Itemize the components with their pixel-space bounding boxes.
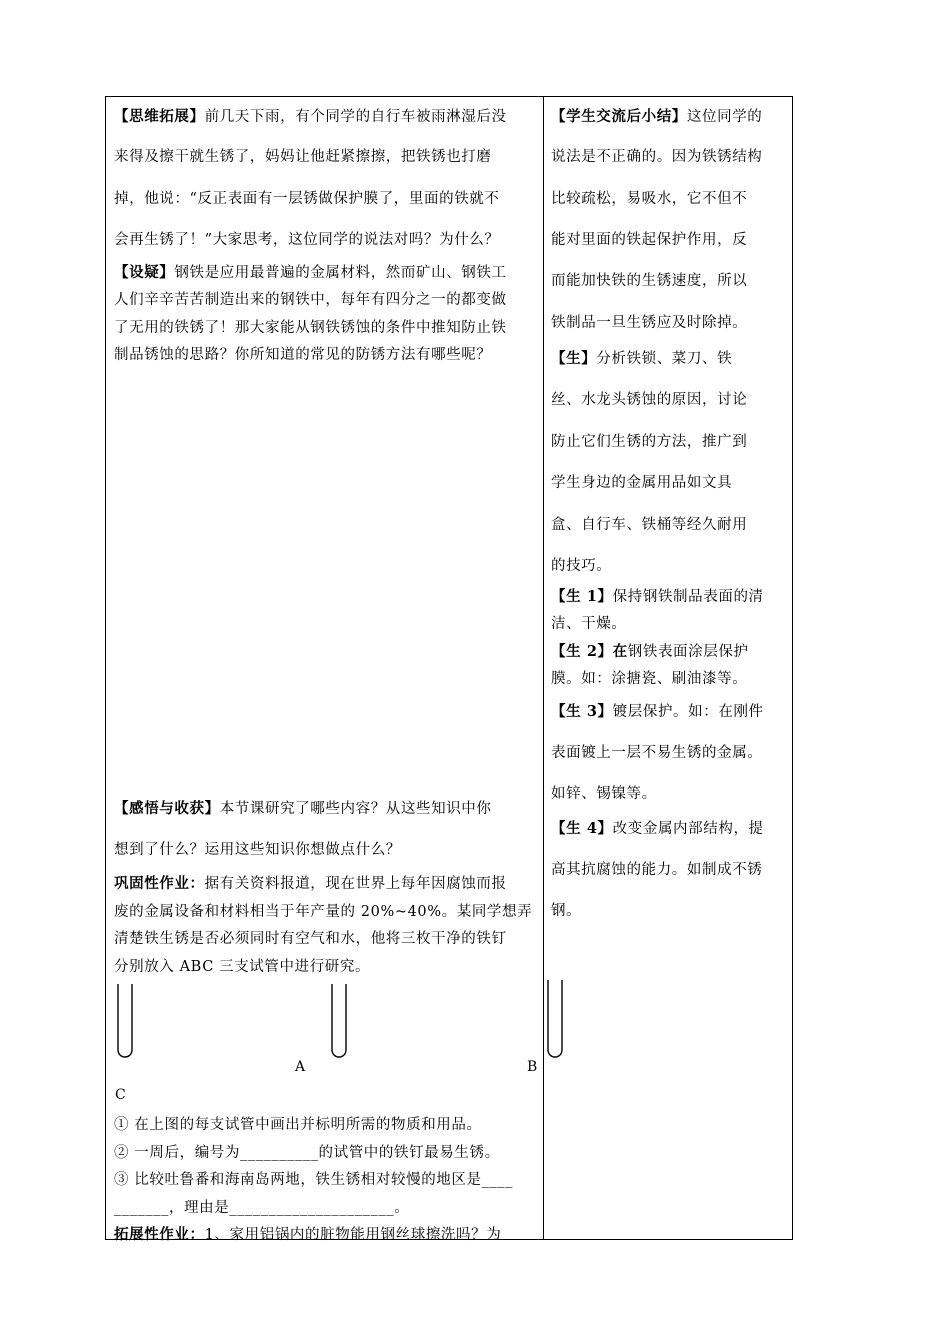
sheng3-line-3: 如锌、锡镍等。 bbox=[551, 786, 657, 802]
sheyi-line-2: 人们辛辛苦苦制造出来的钢铁中，每年有四分之一的都变做 bbox=[114, 292, 507, 308]
sheng2-heading: 【生 2】在 bbox=[551, 643, 628, 660]
gonggu-line-2: 废的金属设备和材料相当于年产量的 20%~40%。某同学想弄 bbox=[114, 904, 533, 920]
gonggu-line-1: 巩固性作业：据有关资料报道，现在世界上每年因腐蚀而报 bbox=[114, 875, 507, 892]
siwei-line-4: 会再生锈了！”大家思考，这位同学的说法对吗？为什么？ bbox=[114, 232, 500, 248]
sheng-line-1: 【生】分析铁锁、菜刀、铁 bbox=[551, 350, 733, 367]
sheyi-line-1: 【设疑】钢铁是应用最普遍的金属材料，然而矿山、钢铁工 bbox=[114, 264, 507, 281]
tube-label-a: A bbox=[295, 1059, 306, 1075]
sheng4-line-2: 高其抗腐蚀的能力。如制成不锈 bbox=[551, 862, 763, 878]
sheng-heading: 【生】 bbox=[551, 350, 597, 367]
summary-line-6: 铁制品一旦生锈应及时除掉。 bbox=[551, 315, 748, 331]
sheng-line-3: 防止它们生锈的方法，推广到 bbox=[551, 434, 748, 450]
sheng-line-6: 的技巧。 bbox=[551, 558, 612, 574]
question-3: ③ 比较吐鲁番和海南岛两地，铁生锈相对较慢的地区是____ bbox=[114, 1172, 514, 1188]
sheng1-line-1: 【生 1】保持钢铁制品表面的清 bbox=[551, 588, 764, 605]
summary-line-2: 说法是不正确的。因为铁锈结构 bbox=[551, 149, 763, 165]
question-1: ① 在上图的每支试管中画出并标明所需的物质和用品。 bbox=[114, 1117, 482, 1133]
summary-line-3: 比较疏松，易吸水，它不但不 bbox=[551, 191, 748, 207]
sheng1-heading: 【生 1】 bbox=[551, 588, 613, 605]
sheyi-heading: 【设疑】 bbox=[114, 264, 175, 281]
sheng2-line-2: 膜。如：涂搪瓷、刷油漆等。 bbox=[551, 671, 748, 687]
test-tube-b bbox=[329, 984, 349, 1060]
lesson-table bbox=[105, 96, 793, 1243]
sheng3-line-1: 【生 3】镀层保护。如：在刚件 bbox=[551, 703, 764, 720]
question-3-cont: _______，理由是_____________________。 bbox=[114, 1200, 410, 1216]
sheng3-heading: 【生 3】 bbox=[551, 703, 613, 720]
tuozhan-line: 拓展性作业：1、家用铝锅内的脏物能用钢丝球擦洗吗？为 bbox=[114, 1226, 502, 1243]
sheng4-line-1: 【生 4】改变金属内部结构，提 bbox=[551, 820, 764, 837]
test-tube-a bbox=[115, 984, 135, 1060]
sheng2-line-1: 【生 2】在钢铁表面涂层保护 bbox=[551, 643, 749, 660]
siwei-heading: 【思维拓展】 bbox=[114, 108, 205, 125]
summary-line-4: 能对里面的铁起保护作用，反 bbox=[551, 232, 748, 248]
sheng-line-4: 学生身边的金属用品如文具 bbox=[551, 475, 733, 491]
siwei-line-1: 【思维拓展】前几天下雨，有个同学的自行车被雨淋湿后没 bbox=[114, 108, 507, 125]
column-divider bbox=[543, 97, 544, 1239]
siwei-line-2: 来得及擦干就生锈了，妈妈让他赶紧擦擦，把铁锈也打磨 bbox=[114, 149, 492, 165]
summary-line-1: 【学生交流后小结】这位同学的 bbox=[551, 108, 763, 125]
tube-label-c: C bbox=[115, 1087, 126, 1103]
summary-heading: 【学生交流后小结】 bbox=[551, 108, 687, 125]
sheng-line-5: 盒、自行车、铁桶等经久耐用 bbox=[551, 517, 748, 533]
gonggu-line-4: 分别放入 ABC 三支试管中进行研究。 bbox=[114, 959, 371, 975]
siwei-line-3: 掉，他说：“反正表面有一层锈做保护膜了，里面的铁就不 bbox=[114, 191, 500, 207]
sheng3-line-2: 表面镀上一层不易生锈的金属。 bbox=[551, 745, 763, 761]
tube-label-b: B bbox=[527, 1059, 538, 1075]
sheng4-line-3: 钢。 bbox=[551, 903, 582, 919]
tuozhan-heading: 拓展性作业： bbox=[114, 1226, 205, 1243]
sheyi-line-3: 了无用的铁锈了！那大家能从钢铁锈蚀的条件中推知防止铁 bbox=[114, 320, 507, 336]
sheyi-line-4: 制品锈蚀的思路？你所知道的常见的防锈方法有哪些呢？ bbox=[114, 347, 492, 363]
question-2: ② 一周后，编号为__________的试管中的铁钉最易生锈。 bbox=[114, 1145, 500, 1161]
ganwu-line-1: 【感悟与收获】本节课研究了哪些内容？从这些知识中你 bbox=[114, 800, 492, 817]
gonggu-line-3: 清楚铁生锈是否必须同时有空气和水，他将三枚干净的铁钉 bbox=[114, 931, 507, 947]
test-tube-c bbox=[545, 980, 565, 1060]
gonggu-heading: 巩固性作业： bbox=[114, 875, 205, 892]
summary-line-5: 而能加快铁的生锈速度，所以 bbox=[551, 273, 748, 289]
ganwu-line-2: 想到了什么？运用这些知识你想做点什么？ bbox=[114, 842, 401, 858]
sheng-line-2: 丝、水龙头锈蚀的原因，讨论 bbox=[551, 392, 748, 408]
sheng1-line-2: 洁、干燥。 bbox=[551, 616, 627, 632]
ganwu-heading: 【感悟与收获】 bbox=[114, 800, 220, 817]
sheng4-heading: 【生 4】 bbox=[551, 820, 613, 837]
